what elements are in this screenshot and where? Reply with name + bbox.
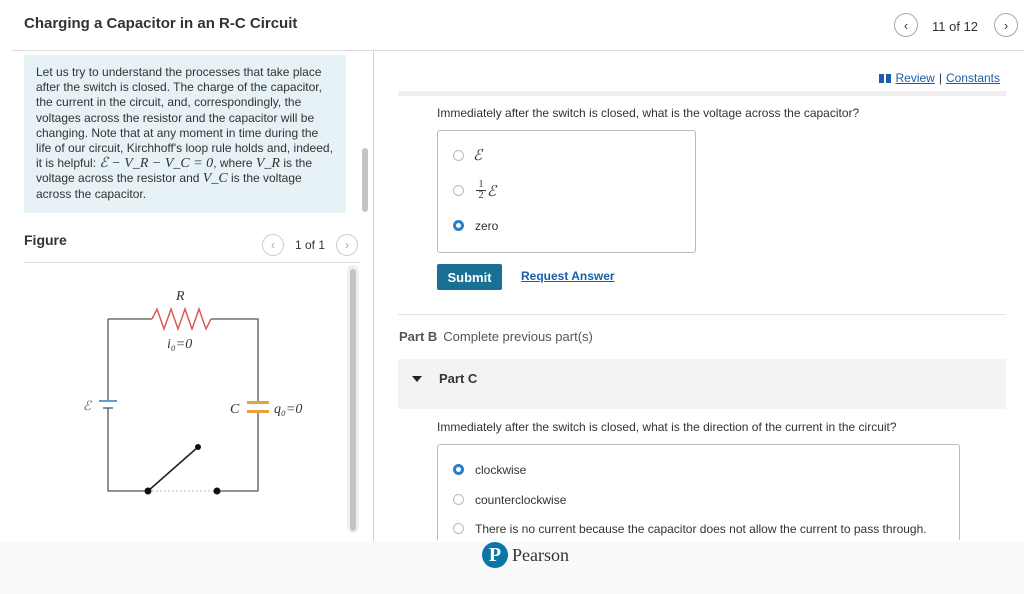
figure-divider (24, 262, 360, 263)
page-title: Charging a Capacitor in an R-C Circuit (24, 15, 298, 32)
chevron-right-icon: › (345, 238, 349, 252)
intro-text-part3: is the voltage across the resistor and (36, 156, 312, 186)
part-b-header (399, 329, 593, 344)
part-c-option-2-radio[interactable] (453, 494, 464, 505)
request-answer-link[interactable]: Request Answer (521, 269, 615, 283)
caret-down-icon[interactable] (412, 376, 422, 382)
emf-label: ℰ (83, 398, 91, 413)
fraction-numerator: 1 (476, 180, 486, 191)
intro-scrollbar[interactable] (362, 148, 368, 212)
review-link[interactable]: Review (895, 71, 935, 85)
switch-contact-left (145, 488, 152, 495)
intro-text-part1: Let us try to understand the processes that take place after the switch is closed. The charge of the capacitor, the current in the circuit, and, correspondingly, the voltages across the resistor and the capacitor will be changing. Note that at any moment in time during the life of our circuit, Kirchhoff's loop rule holds and, indeed, it is helpful: (36, 65, 333, 171)
book-icon (879, 74, 891, 83)
fraction-denominator: 2 (478, 190, 484, 201)
item-counter: 11 of 12 (932, 19, 979, 34)
part-a-option-3-radio[interactable] (453, 220, 464, 231)
figure-counter: 1 of 1 (295, 238, 326, 252)
pearson-logo-icon (482, 542, 508, 568)
part-c-option-3-radio[interactable] (453, 523, 464, 534)
current-label: i₀=0 (167, 337, 193, 352)
chevron-left-icon: ‹ (271, 238, 275, 252)
figure-heading: Figure (24, 232, 67, 248)
chevron-right-icon: › (1003, 17, 1009, 33)
part-c-label[interactable]: Part C (439, 371, 478, 386)
resistor-label: R (176, 289, 185, 304)
logo-letter: P (488, 543, 502, 566)
part-a-option-1-label[interactable]: ℰ (473, 148, 483, 164)
kirchhoff-equation: ℰ − V_R − V_C = 0 (99, 156, 214, 172)
link-separator: | (938, 71, 942, 85)
part-c-question: Immediately after the switch is closed, what is the direction of the current in the circuit? (437, 420, 897, 434)
circuit-wire-left-bottom (108, 408, 148, 491)
part-b-label: Part B (399, 329, 438, 344)
part-a-option-2-label[interactable]: ℰ (487, 184, 497, 200)
part-c-choices-viewport (437, 444, 961, 540)
capacitor-top-plate (247, 401, 269, 404)
chevron-left-icon: ‹ (903, 17, 909, 33)
prev-item-button[interactable] (894, 13, 918, 37)
resistor-zigzag (152, 309, 211, 329)
pearson-brand: Pearson (512, 545, 569, 565)
part-a-option-2-fraction[interactable] (476, 180, 486, 201)
intro-text-part2: , where (213, 156, 256, 171)
figure-next-button[interactable] (336, 234, 358, 256)
part-c-option-3-label[interactable]: There is no current because the capacitor does not allow the current to pass through. (475, 522, 927, 536)
switch-lever-tip (195, 444, 201, 450)
rc-circuit-diagram (70, 280, 330, 510)
figure-scrollbar[interactable] (350, 269, 356, 531)
part-a-question: Immediately after the switch is closed, what is the voltage across the capacitor? (437, 106, 860, 120)
next-item-button[interactable] (994, 13, 1018, 37)
constants-link[interactable]: Constants (945, 71, 1000, 85)
part-c-option-1-label[interactable]: clockwise (475, 463, 527, 477)
part-c-option-2-label[interactable]: counterclockwise (475, 493, 567, 507)
figure-prev-button[interactable] (262, 234, 284, 256)
switch-lever (148, 447, 198, 491)
capacitor-label: C (230, 402, 240, 417)
part-a-top-band (398, 91, 1006, 96)
review-constants-links (879, 71, 1000, 85)
part-a-option-2-radio[interactable] (453, 185, 464, 196)
part-a-option-1-radio[interactable] (453, 150, 464, 161)
submit-button[interactable]: Submit (437, 264, 502, 290)
part-c-option-1-radio[interactable] (453, 464, 464, 475)
part-a-option-3-label[interactable]: zero (475, 219, 499, 233)
intro-text-part4: is the voltage across the capacitor. (36, 171, 302, 201)
part-c-header-band[interactable] (398, 359, 1006, 409)
vc-symbol: V_C (202, 171, 228, 187)
vr-symbol: V_R (255, 156, 280, 172)
switch-contact-right (214, 488, 221, 495)
circuit-wire-top-right (211, 319, 258, 401)
capacitor-bottom-plate (247, 410, 269, 413)
part-b-status: Complete previous part(s) (443, 329, 593, 344)
part-b-divider (398, 314, 1006, 315)
intro-text-panel (24, 55, 346, 213)
panel-divider (373, 51, 374, 541)
circuit-wire-right (217, 413, 258, 491)
charge-label: q₀=0 (274, 402, 303, 417)
header-divider (12, 50, 1024, 51)
